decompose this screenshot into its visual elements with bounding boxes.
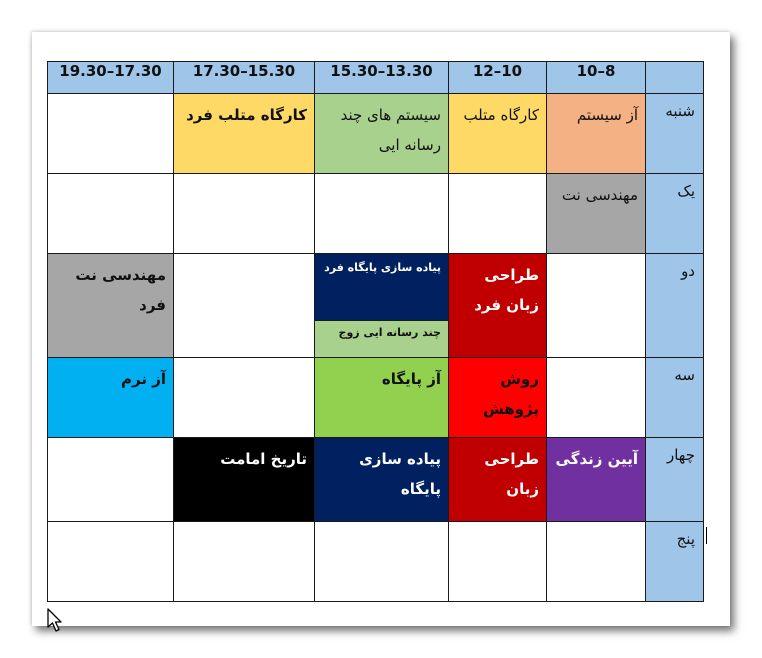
- day-cell: [646, 438, 704, 522]
- row-wednesday: [48, 438, 704, 522]
- day-label: سه: [674, 366, 695, 384]
- row-thursday: [48, 522, 704, 602]
- cell-empty[interactable]: [547, 254, 646, 358]
- cell-empty[interactable]: [48, 94, 174, 174]
- cell-empty[interactable]: [547, 358, 646, 438]
- cell-class[interactable]: [315, 94, 449, 174]
- header-corner-cell: [646, 62, 704, 94]
- cell-class[interactable]: [449, 94, 547, 174]
- cell-empty[interactable]: [48, 438, 174, 522]
- cell-split-bottom[interactable]: [315, 321, 448, 357]
- class-label: آز نرم: [121, 370, 166, 388]
- class-label: پیاده سازی پایگاه: [359, 450, 441, 498]
- header-row: [48, 62, 704, 94]
- class-label: مهندسی نت: [561, 186, 638, 204]
- cell-empty[interactable]: [48, 174, 174, 254]
- row-sunday: [48, 174, 704, 254]
- text-caret: [706, 527, 707, 544]
- day-cell: [646, 358, 704, 438]
- cell-empty[interactable]: [174, 358, 315, 438]
- class-label: سیستم های چند رسانه ایی: [340, 106, 441, 154]
- cell-class[interactable]: [315, 358, 449, 438]
- schedule-table: [47, 61, 704, 602]
- class-label: آیین زندگی: [555, 450, 638, 468]
- cell-class[interactable]: [48, 254, 174, 358]
- header-cell: 15.30–13.30: [315, 62, 449, 94]
- class-label: چند رسانه ایی زوج: [338, 326, 441, 339]
- class-label: روش پژوهش: [483, 370, 539, 418]
- cell-class[interactable]: [449, 358, 547, 438]
- day-label: یک: [677, 182, 695, 200]
- cell-empty[interactable]: [174, 174, 315, 254]
- cell-class[interactable]: [449, 254, 547, 358]
- cell-class[interactable]: [174, 94, 315, 174]
- cell-empty[interactable]: [315, 174, 449, 254]
- class-label: تاریخ امامت: [220, 450, 307, 468]
- cell-empty[interactable]: [174, 254, 315, 358]
- cell-empty[interactable]: [449, 522, 547, 602]
- class-label: آز پایگاه: [381, 370, 441, 388]
- day-cell: [646, 254, 704, 358]
- class-label: آز سیستم: [576, 106, 638, 124]
- header-cell: 17.30–15.30: [174, 62, 315, 94]
- row-tuesday: [48, 358, 704, 438]
- day-label: پنج: [676, 530, 695, 548]
- day-label: چهار: [666, 446, 695, 464]
- cell-empty[interactable]: [48, 522, 174, 602]
- cell-split[interactable]: [315, 254, 449, 358]
- cell-empty[interactable]: [315, 522, 449, 602]
- class-label: طراحی زبان فرد: [474, 266, 539, 314]
- class-label: کارگاه متلب فرد: [186, 106, 307, 124]
- row-monday: [48, 254, 704, 358]
- day-cell: [646, 522, 704, 602]
- cell-empty[interactable]: [449, 174, 547, 254]
- cell-class[interactable]: [48, 358, 174, 438]
- header-cell: 12–10: [449, 62, 547, 94]
- day-label: دو: [681, 262, 695, 280]
- cell-empty[interactable]: [174, 522, 315, 602]
- class-label: مهندسی نت فرد: [75, 266, 166, 314]
- class-label: کارگاه متلب: [463, 106, 539, 124]
- mouse-pointer-icon: [47, 608, 65, 634]
- class-label: پیاده سازی پایگاه فرد: [324, 261, 441, 274]
- cell-class[interactable]: [547, 94, 646, 174]
- header-cell: 19.30–17.30: [48, 62, 174, 94]
- cell-class[interactable]: [449, 438, 547, 522]
- cell-class[interactable]: [315, 438, 449, 522]
- row-saturday: [48, 94, 704, 174]
- cell-class[interactable]: [174, 438, 315, 522]
- cell-split-top[interactable]: [315, 254, 448, 321]
- day-label: شنبه: [665, 102, 695, 120]
- day-cell: [646, 174, 704, 254]
- cell-class[interactable]: [547, 438, 646, 522]
- class-label: طراحی زبان: [484, 450, 539, 498]
- cell-empty[interactable]: [547, 522, 646, 602]
- cell-class[interactable]: [547, 174, 646, 254]
- day-cell: [646, 94, 704, 174]
- header-cell: 10–8: [547, 62, 646, 94]
